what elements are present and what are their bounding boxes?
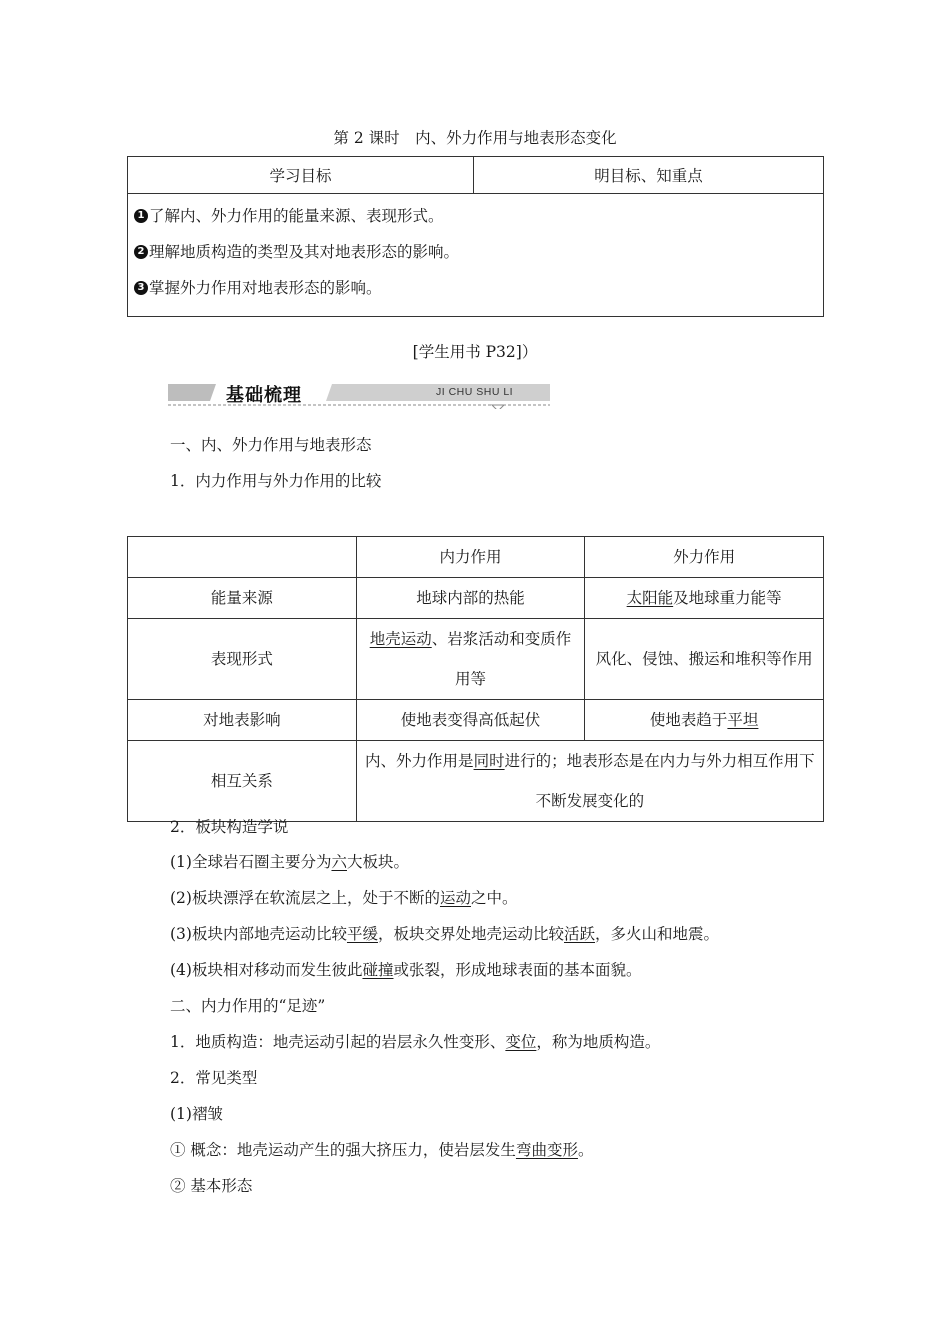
text: (3)板块内部地壳运动比较 bbox=[170, 925, 347, 943]
underlined-answer: 活跃 bbox=[564, 925, 596, 943]
text: ，多火山和地震。 bbox=[595, 925, 720, 943]
book-page-reference: [学生用书 P32]） bbox=[412, 343, 538, 361]
underlined-answer: 碰撞 bbox=[362, 961, 394, 979]
row-label: 相互关系 bbox=[128, 741, 357, 822]
underlined-answer: 太阳能 bbox=[626, 589, 674, 607]
text: 之中。 bbox=[470, 889, 518, 907]
section-heading: 二、内力作用的“足迹” bbox=[170, 997, 326, 1015]
text: (4)板块相对移动而发生彼此 bbox=[170, 961, 363, 979]
table-header-empty bbox=[128, 537, 357, 578]
text: 或张裂，形成地球表面的基本面貌。 bbox=[393, 961, 642, 979]
page-title: 第 2 课时 内、外力作用与地表形态变化 bbox=[333, 129, 617, 147]
text: ，称为地质构造。 bbox=[536, 1033, 661, 1051]
cell-text: 、岩浆活动和变质作用等 bbox=[431, 630, 572, 688]
paragraph bbox=[170, 886, 518, 908]
subsection-heading: 2．板块构造学说 bbox=[170, 818, 289, 836]
underlined-answer: 平缓 bbox=[346, 925, 378, 943]
paragraph bbox=[170, 958, 642, 980]
number-badge-icon: 2 bbox=[134, 245, 148, 259]
table-row bbox=[128, 578, 824, 619]
text: 大板块。 bbox=[346, 853, 409, 871]
text: ① 概念：地壳运动产生的强大挤压力，使岩层发生 bbox=[170, 1141, 516, 1159]
text: 1．地质构造：地壳运动引起的岩层永久性变形、 bbox=[170, 1033, 506, 1051]
goal-item bbox=[134, 198, 817, 234]
number-badge-icon: 3 bbox=[134, 281, 148, 295]
cell-outer bbox=[585, 578, 824, 619]
goals-header-left: 学习目标 bbox=[128, 157, 474, 194]
table-header-outer: 外力作用 bbox=[585, 537, 824, 578]
paragraph bbox=[170, 850, 409, 872]
underlined-answer: 六 bbox=[331, 853, 347, 871]
banner-title: 基础梳理 bbox=[226, 385, 302, 406]
text: 。 bbox=[577, 1141, 594, 1159]
goal-text: 了解内、外力作用的能量来源、表现形式。 bbox=[149, 207, 444, 225]
goal-text: 掌握外力作用对地表形态的影响。 bbox=[149, 279, 382, 297]
number-badge-icon: 1 bbox=[134, 209, 148, 223]
row-label: 对地表影响 bbox=[128, 700, 357, 741]
goal-item bbox=[134, 270, 817, 306]
paragraph: (1)褶皱 bbox=[170, 1105, 223, 1123]
text: (1)全球岩石圈主要分为 bbox=[170, 853, 332, 871]
cell-inner: 地球内部的热能 bbox=[356, 578, 585, 619]
paragraph bbox=[170, 1138, 593, 1160]
cell-inner: 使地表变得高低起伏 bbox=[356, 700, 585, 741]
cell-text: 使地表趋于 bbox=[649, 711, 728, 729]
table-row bbox=[128, 619, 824, 700]
table-row bbox=[128, 700, 824, 741]
cell-inner bbox=[356, 619, 585, 700]
paragraph bbox=[170, 922, 719, 944]
cell-text: 及地球重力能等 bbox=[673, 589, 782, 607]
cell-outer bbox=[585, 700, 824, 741]
goal-item bbox=[134, 234, 817, 270]
paragraph bbox=[170, 1030, 660, 1052]
section-heading: 一、内、外力作用与地表形态 bbox=[170, 436, 372, 454]
underlined-answer: 同时 bbox=[473, 752, 505, 770]
goals-list bbox=[128, 194, 824, 317]
banner-subtitle: JI CHU SHU LI bbox=[436, 386, 514, 398]
cell-relation bbox=[356, 741, 823, 822]
subsection-heading: 2．常见类型 bbox=[170, 1069, 258, 1087]
goal-text: 理解地质构造的类型及其对地表形态的影响。 bbox=[149, 243, 460, 261]
table-header-inner: 内力作用 bbox=[356, 537, 585, 578]
cell-text: 内、外力作用是 bbox=[365, 752, 474, 770]
row-label: 能量来源 bbox=[128, 578, 357, 619]
cell-outer: 风化、侵蚀、搬运和堆积等作用 bbox=[585, 619, 824, 700]
section-banner bbox=[168, 379, 550, 409]
cell-text: 进行的；地表形态是在内力与外力相互作用下不断发展变化的 bbox=[504, 752, 815, 810]
learning-goals-table bbox=[127, 156, 824, 317]
underlined-answer: 地壳运动 bbox=[369, 630, 432, 648]
subsection-heading: 1．内力作用与外力作用的比较 bbox=[170, 472, 382, 490]
text: ，板块交界处地壳运动比较 bbox=[377, 925, 564, 943]
underlined-answer: 弯曲变形 bbox=[515, 1141, 578, 1159]
text: (2)板块漂浮在软流层之上，处于不断的 bbox=[170, 889, 440, 907]
comparison-table bbox=[127, 536, 824, 822]
underlined-answer: 运动 bbox=[439, 889, 471, 907]
underlined-answer: 平坦 bbox=[727, 711, 759, 729]
goals-header-right: 明目标、知重点 bbox=[474, 157, 824, 194]
row-label: 表现形式 bbox=[128, 619, 357, 700]
paragraph: ② 基本形态 bbox=[170, 1177, 253, 1195]
table-row bbox=[128, 741, 824, 822]
underlined-answer: 变位 bbox=[505, 1033, 537, 1051]
